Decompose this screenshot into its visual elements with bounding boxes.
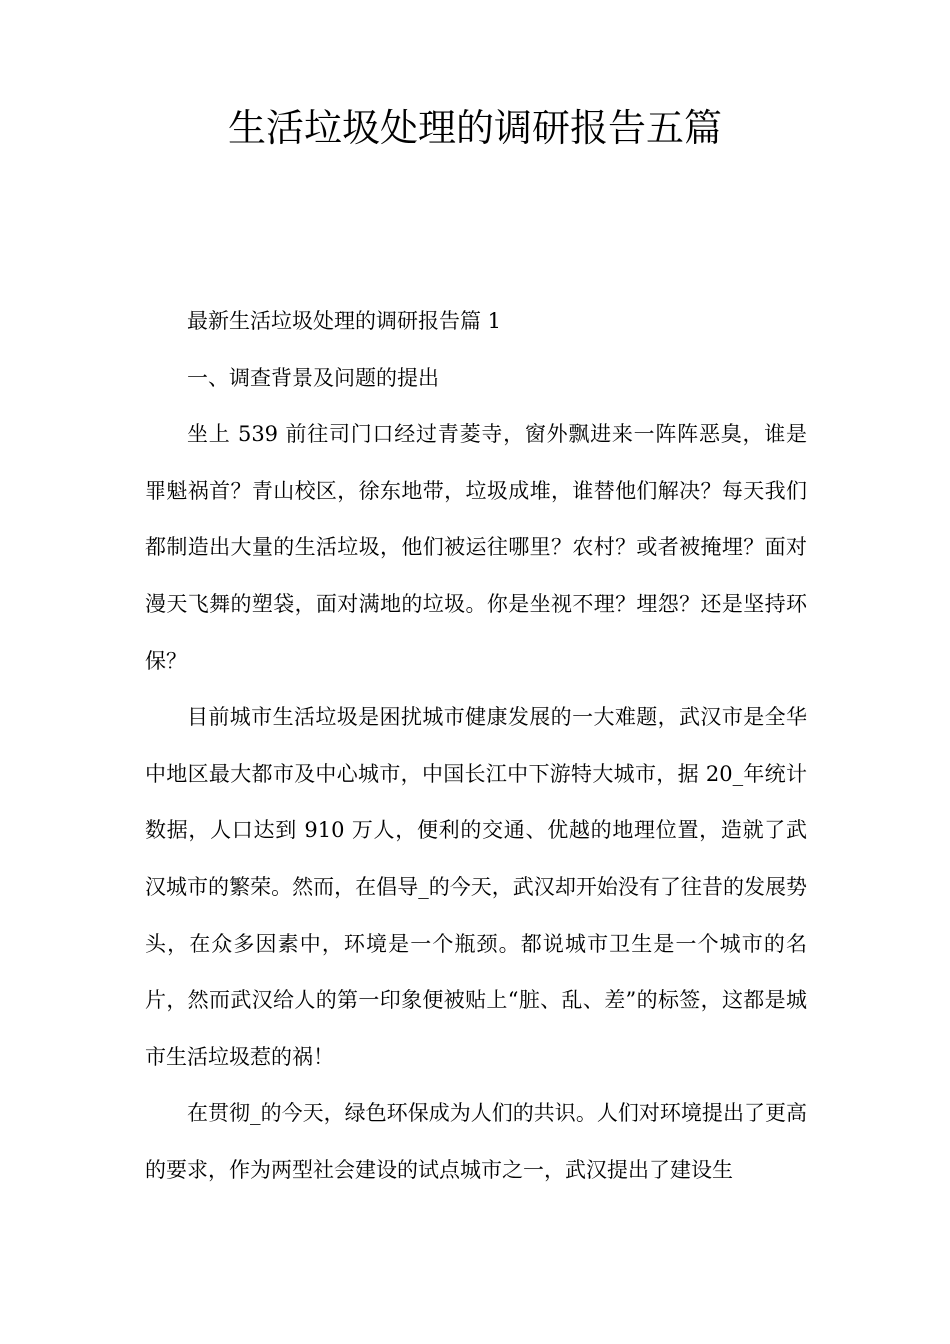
subheading: 一、调查背景及问题的提出 [187,365,439,390]
document-body [145,293,807,1199]
section-heading: 最新生活垃圾处理的调研报告篇 1 [187,309,502,333]
document-title: 生活垃圾处理的调研报告五篇 [227,106,722,150]
paragraph: 目前城市生活垃圾是困扰城市健康发展的一大难题，武汉市是全华中地区最大都市及中心城市，中国长江中下游特大城市，据 20_年统计数据，人口达到 910 万人，便利的交通、优越的地理位置，造就了武汉城市的繁荣。然而，在倡导_的今天，武汉却开始没有了往昔的发展势头，在众多因素中，环境是一个瓶颈。都说城市卫生是一个城市的名片，然而武汉给人的第一印象便被贴上“脏、乱、差”的标签，这都是城市生活垃圾惹的祸！ [145,705,807,1069]
paragraph: 坐上 539 前往司门口经过青菱寺，窗外飘进来一阵阵恶臭，谁是罪魁祸首？青山校区，徐东地带，垃圾成堆，谁替他们解决？每天我们都制造出大量的生活垃圾，他们被运往哪里？农村？或者被掩埋？面对漫天飞舞的塑袋，面对满地的垃圾。你是坐视不理？埋怨？还是坚持环保？ [145,422,807,673]
paragraph: 在贯彻_的今天，绿色环保成为人们的共识。人们对环境提出了更高的要求，作为两型社会建设的试点城市之一，武汉提出了建设生 [145,1101,807,1182]
